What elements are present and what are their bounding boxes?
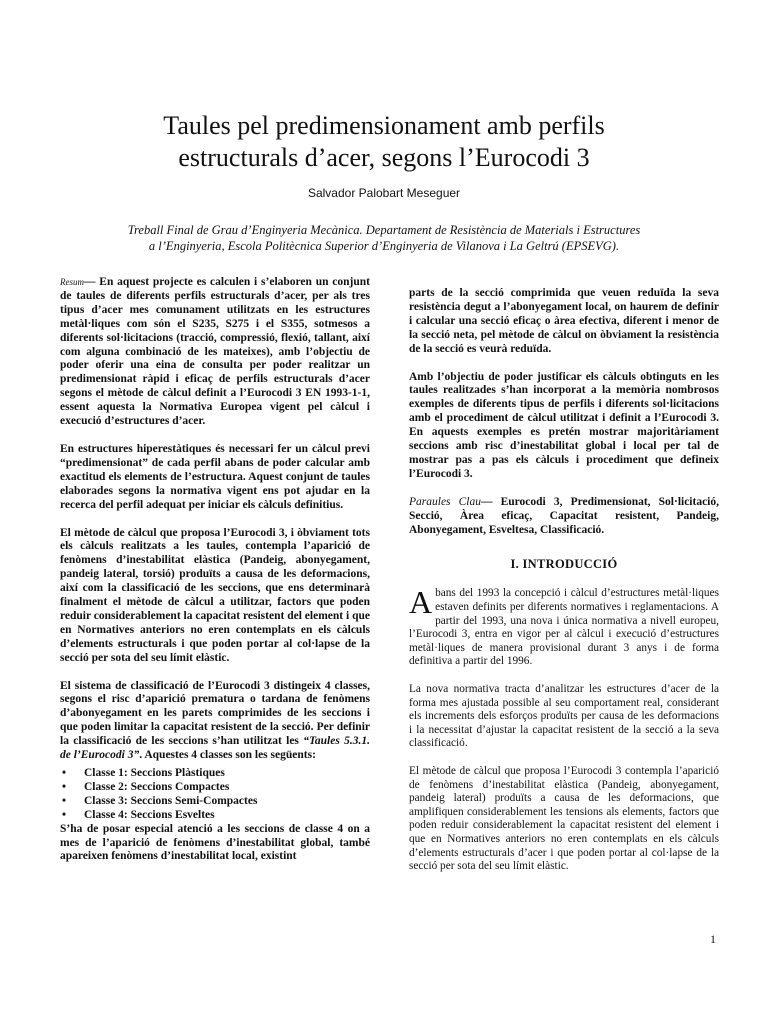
left-column	[60, 276, 370, 878]
paper-title	[60, 110, 708, 174]
list-item-label: Classe 1: Seccions Plàstiques	[84, 767, 225, 779]
list-item	[62, 780, 370, 795]
affiliation	[100, 222, 668, 254]
abstract-text-4a: El sistema de classificació de l’Eurocodi 3 distingeix 4 classes, segons el risc d’aparició prematura o tardana de fenòmens d’abonyegament en les parets comprimides de les seccions i que poden limitar la capacitat resistent de la secció. Per definir la classificació de les seccions s’han utilitzat les	[60, 679, 370, 748]
bullet-icon: •	[62, 780, 67, 793]
affiliation-line-1: Treball Final de Grau d’Enginyeria Mecànica. Departament de Resistència de Materials i Estructures	[127, 223, 641, 237]
section-heading-introduction: I. INTRODUCCIÓ	[510, 556, 618, 571]
bullet-icon: •	[62, 808, 67, 821]
affiliation-line-2: a l’Enginyeria, Escola Politècnica Superior d’Enginyeria de Vilanova i La Geltrú (EPSEVG).	[148, 239, 620, 253]
intro-paragraph-3: El mètode de càlcul que proposa l’Eurocodi 3 contempla l’aparició de fenòmens d’inestabilitat elàstica (Pandeig, abonyegament, pandeig lateral) produïts a causa de les deformacions, que amplifiquen considerablement les tensions als elements, factors que poden reduir considerablement la capacitat resistent del element i que en Normatives anteriors no eren contemplats en els càlculs d’elements estructurals d’acer i que poden portar al col·lapse de la secció per sota del seu límit elàstic.	[409, 764, 719, 873]
abstract-paragraph-4	[60, 680, 370, 763]
abstract-paragraph-1	[60, 276, 370, 429]
page-number: 1	[710, 932, 716, 946]
abstract-paragraph-5: S’ha de posar especial atenció a les seccions de classe 4 on a mes de l’aparició de fenòmens d’inestabilitat global, també apareixen fenòmens d’inestabilitat local, existint	[60, 822, 370, 863]
list-item	[62, 808, 370, 823]
list-item-label: Classe 3: Seccions Semi-Compactes	[84, 794, 258, 807]
abstract-label: Resum	[60, 277, 84, 287]
abstract-text-1: — En aquest projecte es calculen i s’elaboren un conjunt de taules de diferents perfils estructurals d’acer, per als tres tipus d’acer mes comunament utilitzats en les estructures metàl·liques com són el S235, S275 i el S355, sotmesos a diferents sol·licitacions (tracció, compressió, flexió, tallant, així com alguna combinació de les mateixes), amb l’objectiu de poder oferir una eina de consulta per poder realitzar un predimensionat ràpid i eficaç de perfils estructurals d’acer segons el mètode de càlcul definit a l’Eurocodi 3 EN 1993-1-1, essent aquesta la Normativa Europea vigent pel càlcul i execució d’estructures d’acer.	[60, 276, 370, 428]
keywords	[409, 496, 719, 538]
abstract-paragraph-6: Amb l’objectiu de poder justificar els càlculs obtinguts en les taules realitzades s’han incorporat a la memòria nombrosos exemples de diferents tipus de perfils i diferents sol·licitacions amb el procediment de càlcul utilitzat i definit a l’Eurocodi 3. En aquests exemples es pretén mostrar majoritàriament seccions amb risc d’inestabilitat global i local per tal de mostrar pas a pas els càlculs i procediment que defineix l’Eurocodi 3.	[409, 370, 719, 480]
abstract-text-4b: . Aquestes 4 classes son les següents:	[139, 749, 316, 762]
list-item	[62, 767, 370, 781]
abstract-paragraph-3: El mètode de càlcul que proposa l’Eurocodi 3, i òbviament tots els càlculs realitzats a les taules, contempla l’aparició de fenòmens d’inestabilitat elàstica (Pandeig, abonyegament, pandeig lateral, torsió) produïts a causa de les deformacions, així com la classificació de les seccions, que ens determinarà finalment el mètode de càlcul a utilitzar, factors que poden reduir considerablement la capacitat resistent del element i que en Normatives anteriors no eren contemplats en els càlculs d’elements estructurals i que poden portar al col·lapse de la secció per sota del seu límit elàstic.	[60, 526, 370, 664]
intro-paragraph-1	[409, 584, 719, 669]
keywords-text: — Eurocodi 3, Predimensionat, Sol·licitació, Secció, Àrea eficaç, Capacitat resistent, Pandeig, Abonyegament, Esveltesa, Classificació.	[409, 495, 720, 536]
paper-title-line-2: estructurals d’acer, segons l’Eurocodi 3	[178, 143, 590, 172]
bullet-icon: •	[62, 794, 67, 807]
intro-text-1: bans del 1993 la concepció i càlcul d’estructures metàl·liques estaven definits per diferents normatives i reglamentacions. A partir del 1993, una nova i única normativa a nivell europeu, l’Eurocodi 3, entra en vigor per al càlcul i execució d’estructures metàl·liques de manera provisional durant 3 anys i de forma definitiva a partir del 1996.	[409, 587, 719, 668]
author-name: Salvador Palobart Meseguer	[307, 186, 461, 200]
paper-title-line-1: Taules pel predimensionament amb perfils	[163, 111, 605, 140]
abstract-paragraph-5-continued: parts de la secció comprimida que veuen reduïda la seva resistència degut a l’abonyegament local, on haurem de definir i calcular una secció eficaç o àrea efectiva, diferent i menor de la secció neta, pel mètode de càlcul on òbviament la resistència de la secció es veurà reduïda.	[409, 287, 719, 355]
right-column	[409, 276, 719, 888]
drop-cap: A	[409, 584, 433, 621]
bullet-icon: •	[62, 767, 67, 779]
list-item	[62, 794, 370, 809]
intro-paragraph-2: La nova normativa tracta d’analitzar les estructures d’acer de la forma mes ajustada possible al seu comportament real, considerant els increments dels esforços produïts per causa de les deformacions i la necessitat d’ajustar la capacitat resistent de la secció a la seva classificació.	[409, 682, 719, 750]
list-item-label: Classe 4: Seccions Esveltes	[84, 808, 215, 821]
keywords-label: Paraules Clau	[409, 495, 481, 508]
section-classes-list	[60, 767, 370, 823]
list-item-label: Classe 2: Seccions Compactes	[84, 780, 230, 793]
abstract-paragraph-2: En estructures hiperestàtiques és necessari fer un càlcul previ “predimensionat” de cada perfil abans de poder calcular amb exactitud els elements de l’estructura. Aquest conjunt de taules elaborades segons la normativa vigent ens pot ajudar en la recerca del perfil adequat per iniciar els càlculs definitius.	[60, 442, 370, 511]
table-reference: “Taules 5.3.1. de l’Eurocodi 3”	[60, 735, 370, 762]
